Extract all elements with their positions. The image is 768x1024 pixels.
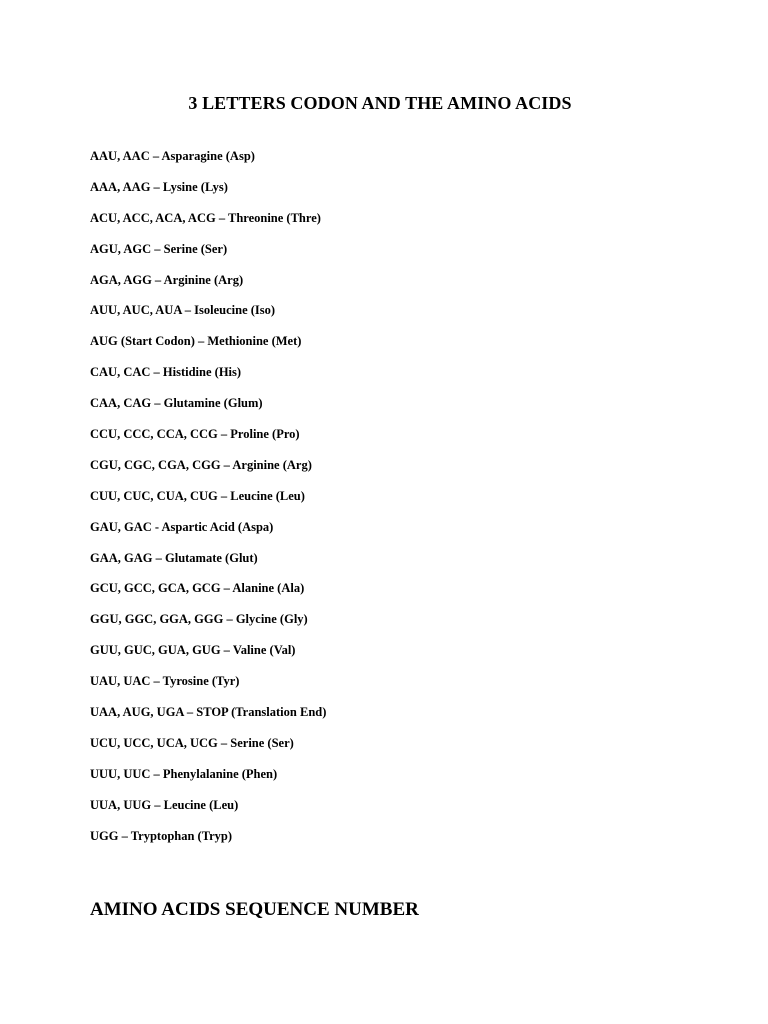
section-title: AMINO ACIDS SEQUENCE NUMBER [90,899,419,920]
codon-list-item: CGU, CGC, CGA, CGG – Arginine (Arg) [90,457,312,472]
codon-list-item: GCU, GCC, GCA, GCG – Alanine (Ala) [90,581,305,596]
codon-list-item: GUU, GUC, GUA, GUG – Valine (Val) [90,643,296,658]
codon-list-item: AGA, AGG – Arginine (Arg) [90,272,244,287]
codon-list-item: CCU, CCC, CCA, CCG – Proline (Pro) [90,427,300,442]
codon-list-item: UGG – Tryptophan (Tryp) [90,828,233,843]
codon-list-item: AAA, AAG – Lysine (Lys) [90,179,228,194]
codon-list-item: CAA, CAG – Glutamine (Glum) [90,396,263,411]
codon-list-item: UUU, UUC – Phenylalanine (Phen) [90,766,278,781]
codon-list-item: CAU, CAC – Histidine (His) [90,365,242,380]
codon-list-item: UUA, UUG – Leucine (Leu) [90,797,239,812]
codon-list-item: ACU, ACC, ACA, ACG – Threonine (Thre) [90,210,321,225]
codon-list-item: GAU, GAC - Aspartic Acid (Aspa) [90,519,274,534]
codon-list-item: UAA, AUG, UGA – STOP (Translation End) [90,705,327,720]
codon-list-item: GGU, GGC, GGA, GGG – Glycine (Gly) [90,612,308,627]
codon-list-item: CUU, CUC, CUA, CUG – Leucine (Leu) [90,488,305,503]
codon-list-item: GAA, GAG – Glutamate (Glut) [90,550,258,565]
page-title: 3 LETTERS CODON AND THE AMINO ACIDS [188,93,572,113]
codon-list-item: AGU, AGC – Serine (Ser) [90,241,228,256]
codon-list-item: UCU, UCC, UCA, UCG – Serine (Ser) [90,735,294,750]
codon-list-item: AUG (Start Codon) – Methionine (Met) [90,334,302,349]
codon-list-item: UAU, UAC – Tyrosine (Tyr) [90,674,240,689]
codon-list-item: AUU, AUC, AUA – Isoleucine (Iso) [90,303,276,318]
codon-list [90,147,326,857]
codon-list-item: AAU, AAC – Asparagine (Asp) [90,149,255,163]
